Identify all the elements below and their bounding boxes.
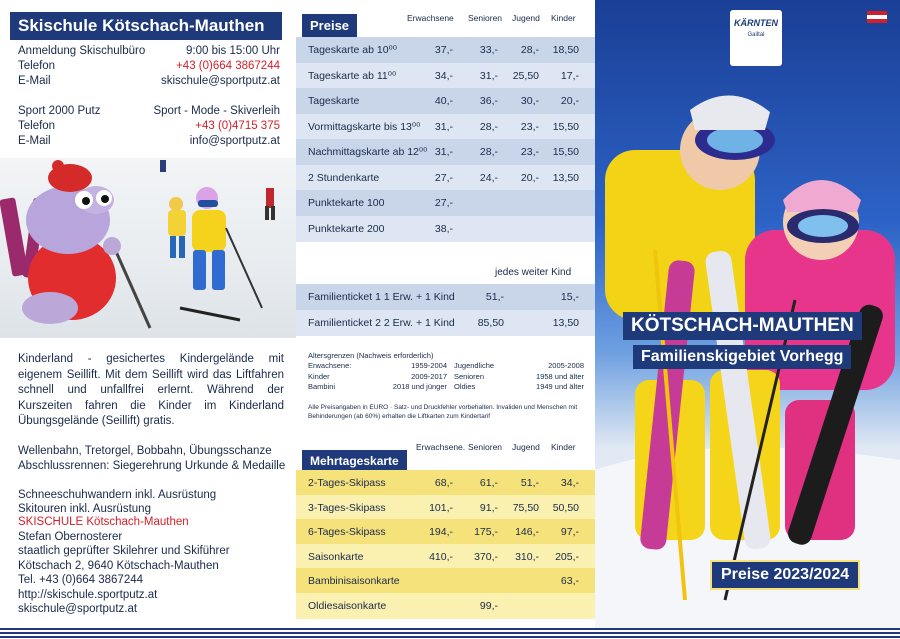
age-cell: Oldies	[454, 382, 476, 391]
kids-ski-photo	[0, 158, 296, 338]
multi-row	[296, 495, 595, 521]
price-row	[296, 139, 595, 165]
price-cell: 68,-	[434, 477, 453, 489]
school-title: Skischule Kötschach-Mauthen	[10, 12, 282, 40]
price-cell: 37,-	[434, 44, 453, 56]
price-cell: 15,50	[552, 146, 579, 158]
price-cell: 51,-	[485, 291, 504, 303]
prices-title: Preise	[302, 14, 357, 37]
contact-row	[18, 59, 280, 74]
austria-flag-icon	[867, 11, 887, 23]
price-cell: 97,-	[560, 526, 579, 538]
price-row	[296, 190, 595, 216]
email-line[interactable]: skischule@sportputz.at	[18, 603, 138, 615]
contact-label: Telefon	[18, 60, 56, 72]
row-label: Tageskarte ab 10⁰⁰	[308, 44, 397, 56]
price-cell: 31,-	[434, 146, 453, 158]
age-cell: Bambini	[308, 382, 336, 391]
contact-row	[18, 134, 280, 149]
price-row	[296, 37, 595, 63]
info-line: Skitouren inkl. Ausrüstung	[18, 503, 151, 515]
price-cell: 27,-	[434, 171, 453, 184]
price-cell: 146,-	[515, 526, 539, 538]
age-cell: Kinder	[308, 371, 330, 381]
town-title: KÖTSCHACH-MAUTHEN	[623, 312, 862, 340]
price-cell: 40,-	[434, 95, 453, 107]
price-cell: 310,-	[515, 550, 539, 563]
price-cell: 50,50	[552, 501, 579, 514]
age-cell: 1949 und älter	[536, 382, 584, 391]
contact-label: Telefon	[18, 120, 56, 132]
price-cell: 99,-	[479, 599, 498, 612]
age-cell: 2005-2008	[548, 361, 584, 370]
col-header: Jugend	[512, 442, 540, 452]
info-line: Schneeschuhwandern inkl. Ausrüstung	[18, 489, 217, 501]
row-label: Familienticket 1 1 Erw. + 1 Kind	[308, 291, 455, 303]
contact-row	[18, 74, 280, 89]
multi-row	[296, 470, 595, 496]
row-label: Familienticket 2 2 Erw. + 1 Kind	[308, 317, 455, 329]
price-cell: 61,-	[479, 477, 498, 489]
contact-label: Sport 2000 Putz	[18, 105, 101, 117]
col-header: Jugend	[512, 13, 540, 23]
contact-value: Sport - Mode - Skiverleih	[153, 105, 280, 117]
price-cell: 51,-	[520, 477, 539, 489]
prices-panel	[296, 0, 595, 639]
price-cell: 34,-	[560, 477, 579, 489]
age-cell: 1958 und älter	[536, 371, 584, 381]
contact-row	[18, 119, 280, 134]
price-cell: 63,-	[560, 575, 579, 587]
price-cell: 101,-	[429, 501, 453, 514]
price-cell: 18,50	[552, 44, 579, 56]
row-label: Oldiesaisonkarte	[308, 599, 387, 612]
price-cell: 370,-	[474, 550, 498, 563]
left-panel	[0, 0, 296, 639]
phone-line[interactable]: Tel. +43 (0)664 3867244	[18, 574, 144, 586]
row-label: 3-Tages-Skipass	[308, 501, 386, 514]
age-cell: 2018 und jünger	[392, 382, 447, 391]
multi-row	[296, 519, 595, 545]
col-header: Senioren	[468, 442, 503, 452]
contact-row	[18, 44, 280, 59]
price-cell: 25,50	[512, 69, 539, 82]
price-cell: 13,50	[552, 317, 579, 329]
price-cell: 34,-	[434, 69, 453, 82]
contact-label: E-Mail	[18, 135, 51, 147]
race-text: Abschlussrennen: Siegerehrung Urkunde & Medaille	[18, 460, 286, 472]
jedes-weiter-kind: jedes weiter Kind	[495, 267, 572, 278]
school-name-red: SKISCHULE Kötschach-Mauthen	[18, 516, 189, 528]
family-row	[296, 310, 595, 336]
price-cell: 85,50	[477, 317, 504, 329]
price-cell: 28,-	[479, 146, 498, 158]
resort-subtitle: Familienskigebiet Vorhegg	[633, 345, 851, 369]
price-row	[296, 216, 595, 242]
price-cell: 31,-	[479, 69, 498, 82]
price-cell: 13,50	[552, 171, 579, 184]
disclaimer: Alle Preisangaben in EURO · Satz- und Druckfehler vorbehalten. Invaliden und Menschen mit Behinderungen (ab 60%) erhalten die Liftkarten zum Kindertarif	[308, 404, 578, 420]
logo-subtext: Gailtal	[747, 32, 765, 38]
price-cell: 23,-	[520, 146, 539, 158]
info-line: staatlich geprüfter Skilehrer und Skiführer	[18, 545, 230, 557]
contact-value: 9:00 bis 15:00 Uhr	[186, 45, 280, 57]
col-header: Erwachsene	[407, 13, 454, 23]
price-cell: 175,-	[474, 526, 498, 538]
multi-row	[296, 568, 595, 594]
age-cell: Jugendliche	[454, 361, 495, 370]
price-cell: 20,-	[520, 171, 539, 184]
price-cell: 27,-	[434, 197, 453, 209]
price-cell: 36,-	[479, 95, 498, 107]
price-cell: 23,-	[520, 120, 539, 133]
row-label: 2 Stundenkarte	[308, 171, 380, 184]
price-cell: 17,-	[560, 69, 579, 82]
price-row	[296, 114, 595, 140]
row-label: Bambinisaisonkarte	[308, 575, 400, 587]
age-cell: 2009-2017	[411, 371, 447, 381]
price-cell: 75,50	[512, 501, 539, 514]
col-header: Senioren	[468, 13, 503, 23]
website-link[interactable]: http://skischule.sportputz.at	[18, 589, 158, 601]
multi-row	[296, 593, 595, 619]
email-link[interactable]: skischule@sportputz.at	[160, 75, 280, 87]
cover-panel	[595, 0, 900, 639]
contact-row	[18, 104, 280, 119]
price-row	[296, 63, 595, 89]
kinderland-text: Kinderland - gesichertes Kindergelände mit eigenem Seillift. Mit dem Seillift wird das Liftfahren schnell und unfallfrei erlernt. Während der Kurszeiten fahren die Kinder im Kinderland Übungsgelände (Seillift) gratis.	[18, 353, 284, 427]
activities-text: Wellenbahn, Tretorgel, Bobbahn, Übungsschanze	[18, 445, 272, 457]
col-header: Erwachsene.	[416, 442, 466, 452]
row-label: Tageskarte	[308, 95, 360, 107]
info-line: Stefan Obernosterer	[18, 531, 123, 543]
price-cell: 31,-	[434, 120, 453, 133]
price-row	[296, 165, 595, 191]
row-label: Saisonkarte	[308, 550, 364, 563]
price-cell: 15,50	[552, 120, 579, 133]
row-label: Tageskarte ab 11⁰⁰	[308, 69, 397, 82]
age-cell: Senioren	[454, 371, 485, 381]
kaernten-logo	[730, 10, 782, 66]
price-cell: 33,-	[479, 44, 498, 56]
age-limits-title: Altersgrenzen (Nachweis erforderlich)	[308, 351, 434, 360]
family-row	[296, 284, 595, 310]
row-label: Punktekarte 200	[308, 222, 385, 235]
multi-title: Mehrtageskarte	[302, 450, 407, 472]
price-cell: 28,-	[520, 44, 539, 56]
row-label: 6-Tages-Skipass	[308, 526, 386, 538]
row-label: 2-Tages-Skipass	[308, 477, 386, 489]
price-cell: 38,-	[434, 222, 453, 235]
row-label: Nachmittagskarte ab 12⁰⁰	[308, 146, 428, 158]
col-header: Kinder	[551, 13, 576, 23]
price-cell: 91,-	[479, 501, 498, 514]
price-cell: 30,-	[520, 95, 539, 107]
price-cell: 24,-	[479, 171, 498, 184]
price-cell: 15,-	[560, 291, 579, 303]
email-link[interactable]: info@sportputz.at	[189, 135, 280, 147]
price-cell: 205,-	[555, 550, 579, 563]
age-cell: 1959-2004	[411, 361, 447, 370]
logo-text: KÄRNTEN	[734, 18, 778, 28]
multi-row	[296, 544, 595, 570]
phone-link[interactable]: +43 (0)4715 375	[195, 120, 280, 132]
price-cell: 28,-	[479, 120, 498, 133]
price-cell: 194,-	[429, 526, 453, 538]
col-header: Kinder	[551, 442, 576, 452]
bottom-stripe	[0, 628, 900, 639]
contact-label: E-Mail	[18, 75, 51, 87]
price-cell: 410,-	[429, 550, 453, 563]
phone-link[interactable]: +43 (0)664 3867244	[176, 60, 280, 72]
address-line: Kötschach 2, 9640 Kötschach-Mauthen	[18, 560, 219, 572]
row-label: Punktekarte 100	[308, 197, 385, 209]
contact-label: Anmeldung Skischulbüro	[18, 45, 146, 57]
season-label: Preise 2023/2024	[710, 560, 860, 590]
age-cell: Erwachsene:	[308, 361, 352, 370]
price-cell: 20,-	[560, 95, 579, 107]
row-label: Vormittagskarte bis 13⁰⁰	[308, 120, 421, 133]
price-row	[296, 88, 595, 114]
